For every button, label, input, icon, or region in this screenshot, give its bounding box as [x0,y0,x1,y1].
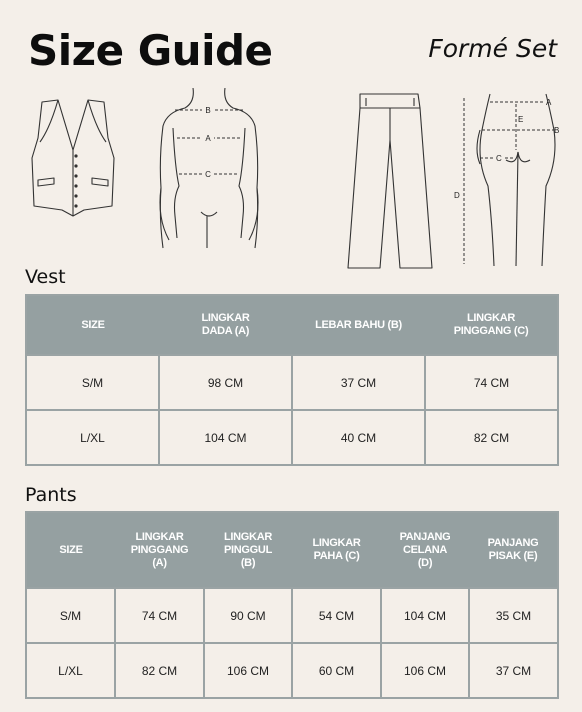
table-header-row [26,295,558,355]
table-row [26,588,558,643]
column-header: PANJANG CELANA (D) [381,512,469,588]
table-cell: 104 CM [159,410,292,465]
measure-label: A [205,134,211,143]
table-row [26,410,558,465]
lower-body-figure [450,90,570,268]
table-row [26,643,558,698]
column-header: LINGKAR DADA (A) [159,295,292,355]
table-cell: 37 CM [469,643,558,698]
vest-illustration [28,98,118,220]
column-header: SIZE [26,512,115,588]
table-cell: 106 CM [381,643,469,698]
table-cell: 104 CM [381,588,469,643]
table-cell: 54 CM [292,588,381,643]
table-cell: 106 CM [204,643,292,698]
measure-label: C [205,170,211,179]
table-cell: 35 CM [469,588,558,643]
table-header-row [26,512,558,588]
table-row [26,355,558,410]
pants-size-table [25,511,559,699]
table-cell: 82 CM [115,643,204,698]
pants-section-label: Pants [25,484,77,506]
table-cell: 60 CM [292,643,381,698]
table-cell: 98 CM [159,355,292,410]
column-header: PANJANG PISAK (E) [469,512,558,588]
column-header: LINGKAR PINGGUL (B) [204,512,292,588]
column-header: LEBAR BAHU (B) [292,295,425,355]
table-cell: L/XL [26,410,159,465]
measure-label: A [546,98,552,107]
table-cell: 90 CM [204,588,292,643]
page-title: Size Guide [28,26,273,75]
table-cell: L/XL [26,643,115,698]
column-header: LINGKAR PAHA (C) [292,512,381,588]
column-header: SIZE [26,295,159,355]
table-cell: S/M [26,588,115,643]
table-cell: 74 CM [425,355,558,410]
column-header: LINGKAR PINGGANG (A) [115,512,204,588]
vest-size-table [25,294,559,466]
table-cell: 37 CM [292,355,425,410]
table-cell: 40 CM [292,410,425,465]
brand-name: Formé Set [428,34,557,63]
measure-label: B [554,126,560,135]
column-header: LINGKAR PINGGANG (C) [425,295,558,355]
measure-label: D [454,191,460,200]
measure-label: B [205,106,211,115]
vest-section-label: Vest [25,266,66,288]
measure-label: E [518,115,524,124]
measure-label: C [496,154,502,163]
pants-illustration [346,92,436,272]
table-cell: 74 CM [115,588,204,643]
upper-body-figure [155,88,263,254]
table-cell: S/M [26,355,159,410]
table-cell: 82 CM [425,410,558,465]
